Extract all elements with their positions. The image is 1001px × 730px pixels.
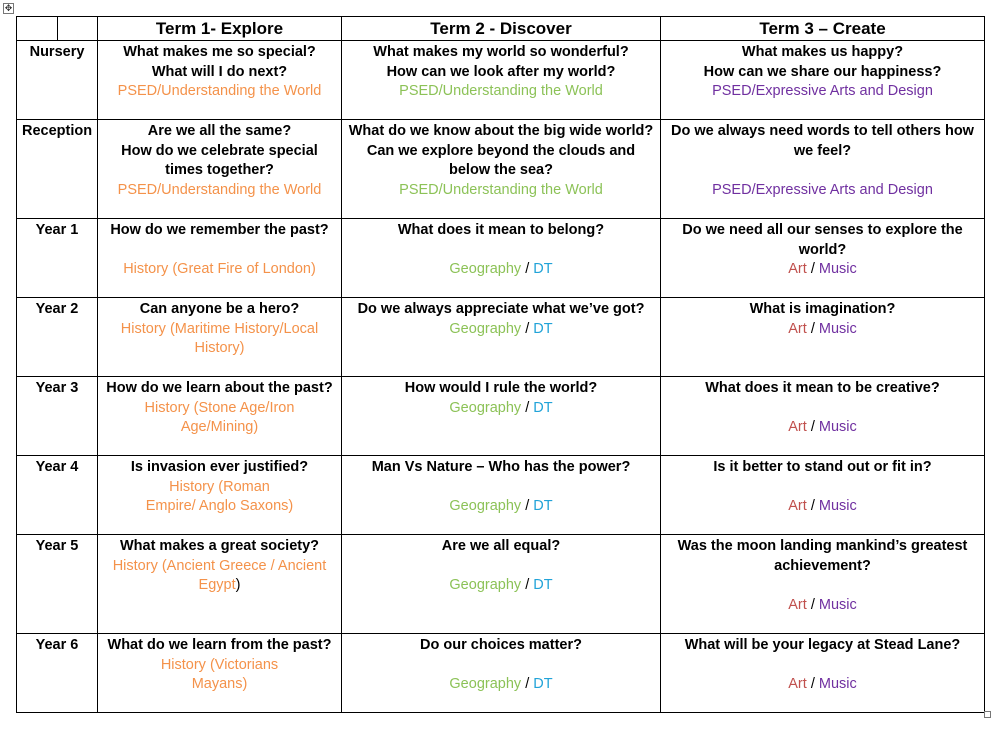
subject-separator: / [525, 577, 530, 593]
header-blank-b [58, 17, 98, 41]
subject-geography: Geography [449, 261, 522, 277]
subject-music: Music [818, 261, 857, 277]
table-move-handle-icon[interactable]: ✥ [4, 3, 13, 13]
cell-reception-term3 [661, 120, 985, 219]
subject-separator: / [810, 320, 815, 337]
subject-separator: / [810, 498, 815, 514]
cell-year3-term1 [98, 377, 342, 456]
question: Do we always appreciate what we’ve got? [357, 301, 645, 317]
subject-text: PSED/Understanding the World [117, 181, 322, 198]
question: What makes a great society? [119, 538, 320, 554]
question: Do we need all our senses to explore the world? [682, 222, 963, 258]
row-label-year1: Year 1 [17, 219, 98, 298]
cell-year4-term3 [661, 456, 985, 535]
question: Are we all the same? [147, 123, 292, 139]
subject-text: PSED/Understanding the World [117, 83, 322, 99]
subject-art: Art [788, 676, 807, 692]
cell-year6-term1 [98, 634, 342, 713]
subject-text: History (Roman Empire/ Anglo Saxons) [145, 478, 294, 514]
subject-music: Music [818, 596, 857, 613]
cell-year4-term2 [342, 456, 661, 535]
question: How do we remember the past? [110, 222, 329, 238]
cell-nursery-term1 [98, 41, 342, 120]
table-row-year1 [17, 219, 985, 298]
cell-year2-term1 [98, 298, 342, 377]
question: Do our choices matter? [420, 637, 582, 653]
question: What do we learn from the past? [107, 637, 332, 653]
cell-year5-term1 [98, 535, 342, 634]
question: Was the moon landing mankind’s greatest achievement? [677, 538, 968, 574]
cell-year1-term2 [342, 219, 661, 298]
cell-year1-term1 [98, 219, 342, 298]
cell-year2-term3 [661, 298, 985, 377]
cell-year3-term3 [661, 377, 985, 456]
subject-separator: / [810, 596, 815, 613]
table-row-year4 [17, 456, 985, 535]
subject-music: Music [818, 419, 857, 435]
spacer [347, 478, 655, 498]
cell-year2-term2 [342, 298, 661, 377]
subject-dt: DT [533, 261, 553, 277]
question: What makes my world so wonderful? [373, 44, 629, 60]
question: What do we know about the big wide world? [348, 123, 654, 139]
subject-separator: / [525, 676, 530, 692]
cell-year3-term2 [342, 377, 661, 456]
question: How can we look after my world? [386, 63, 616, 80]
subject-art: Art [788, 419, 807, 435]
table-resize-handle-icon[interactable] [984, 711, 991, 718]
table-row-year5 [17, 535, 985, 634]
question: Do we always need words to tell others how we feel? [671, 123, 974, 159]
table-row-nursery [17, 41, 985, 120]
subject-art: Art [788, 320, 807, 337]
question: How do we celebrate special times together? [121, 142, 318, 178]
question: How do we learn about the past? [106, 380, 333, 396]
subject-dt: DT [533, 399, 553, 416]
row-label-year4: Year 4 [17, 456, 98, 535]
subject-art: Art [788, 596, 807, 613]
subject-geography: Geography [449, 320, 522, 337]
subject-art: Art [788, 261, 807, 277]
question: How can we share our happiness? [703, 63, 942, 80]
question: What will be your legacy at Stead Lane? [684, 637, 961, 653]
subject-text: Mayans) [191, 676, 248, 692]
cell-reception-term2 [342, 120, 661, 219]
subject-geography: Geography [449, 676, 522, 692]
row-label-year6: Year 6 [17, 634, 98, 713]
subject-text: PSED/Understanding the World [399, 181, 603, 198]
question: Man Vs Nature – Who has the power? [371, 459, 631, 475]
question: What does it mean to be creative? [705, 380, 940, 396]
curriculum-table [16, 16, 985, 713]
subject-geography: Geography [449, 399, 522, 416]
subject-dt: DT [533, 498, 553, 514]
cell-nursery-term3 [661, 41, 985, 120]
subject-text: PSED/Expressive Arts and Design [712, 83, 933, 99]
subject-dt: DT [533, 676, 553, 692]
subject-separator: / [810, 261, 815, 277]
cell-nursery-term2 [342, 41, 661, 120]
cell-year1-term3 [661, 219, 985, 298]
question: What does it mean to belong? [397, 222, 605, 238]
spacer [347, 241, 655, 261]
spacer [347, 656, 655, 676]
table-row-reception [17, 120, 985, 219]
cell-year5-term3 [661, 535, 985, 634]
subject-text: PSED/Expressive Arts and Design [712, 181, 933, 198]
subject-music: Music [818, 676, 857, 692]
subject-text-end: ) [235, 577, 241, 593]
table-row-year6 [17, 634, 985, 713]
subject-geography: Geography [449, 577, 522, 593]
question: What will I do next? [151, 63, 288, 80]
question: Can we explore beyond the clouds and below the sea? [366, 142, 636, 178]
subject-geography: Geography [449, 498, 522, 514]
row-label-year3: Year 3 [17, 377, 98, 456]
subject-text: History (Victorians [160, 656, 279, 673]
cell-reception-term1 [98, 120, 342, 219]
table-row-year2 [17, 298, 985, 377]
row-label-year5: Year 5 [17, 535, 98, 634]
cell-year5-term2 [342, 535, 661, 634]
subject-separator: / [810, 419, 815, 435]
header-term3: Term 3 – Create [661, 17, 985, 41]
cell-year4-term1 [98, 456, 342, 535]
subject-separator: / [810, 676, 815, 692]
subject-separator: / [525, 320, 530, 337]
subject-text: History (Great Fire of London) [123, 261, 316, 277]
cell-year6-term3 [661, 634, 985, 713]
spacer [666, 161, 979, 181]
subject-art: Art [788, 498, 807, 514]
subject-text: History (Stone Age/Iron Age/Mining) [144, 399, 295, 435]
spacer [666, 478, 979, 498]
spacer [347, 557, 655, 577]
question: How would I rule the world? [404, 380, 598, 396]
subject-music: Music [818, 498, 857, 514]
subject-separator: / [525, 261, 530, 277]
subject-dt: DT [533, 320, 553, 337]
question: What makes me so special? [123, 44, 316, 60]
subject-text: History (Ancient Greece / Ancient Egypt [112, 557, 327, 593]
header-blank-a [17, 17, 58, 41]
header-row [17, 17, 985, 41]
question: Are we all equal? [441, 538, 561, 554]
cell-year6-term2 [342, 634, 661, 713]
spacer [103, 241, 336, 261]
subject-separator: / [525, 498, 530, 514]
header-term2: Term 2 - Discover [342, 17, 661, 41]
question: What is imagination? [749, 301, 896, 317]
subject-text: History (Maritime History/Local History) [120, 320, 319, 356]
subject-separator: / [525, 399, 530, 416]
subject-dt: DT [533, 577, 553, 593]
subject-music: Music [818, 320, 857, 337]
question: Is invasion ever justified? [130, 459, 309, 475]
spacer [666, 576, 979, 596]
row-label-nursery: Nursery [17, 41, 98, 120]
spacer [666, 656, 979, 676]
row-label-year2: Year 2 [17, 298, 98, 377]
row-label-reception: Reception [17, 120, 98, 219]
spacer [666, 399, 979, 419]
question: Can anyone be a hero? [139, 301, 300, 317]
question: What makes us happy? [741, 44, 904, 60]
header-term1: Term 1- Explore [98, 17, 342, 41]
table-row-year3 [17, 377, 985, 456]
question: Is it better to stand out or fit in? [713, 459, 932, 475]
subject-text: PSED/Understanding the World [399, 83, 603, 99]
